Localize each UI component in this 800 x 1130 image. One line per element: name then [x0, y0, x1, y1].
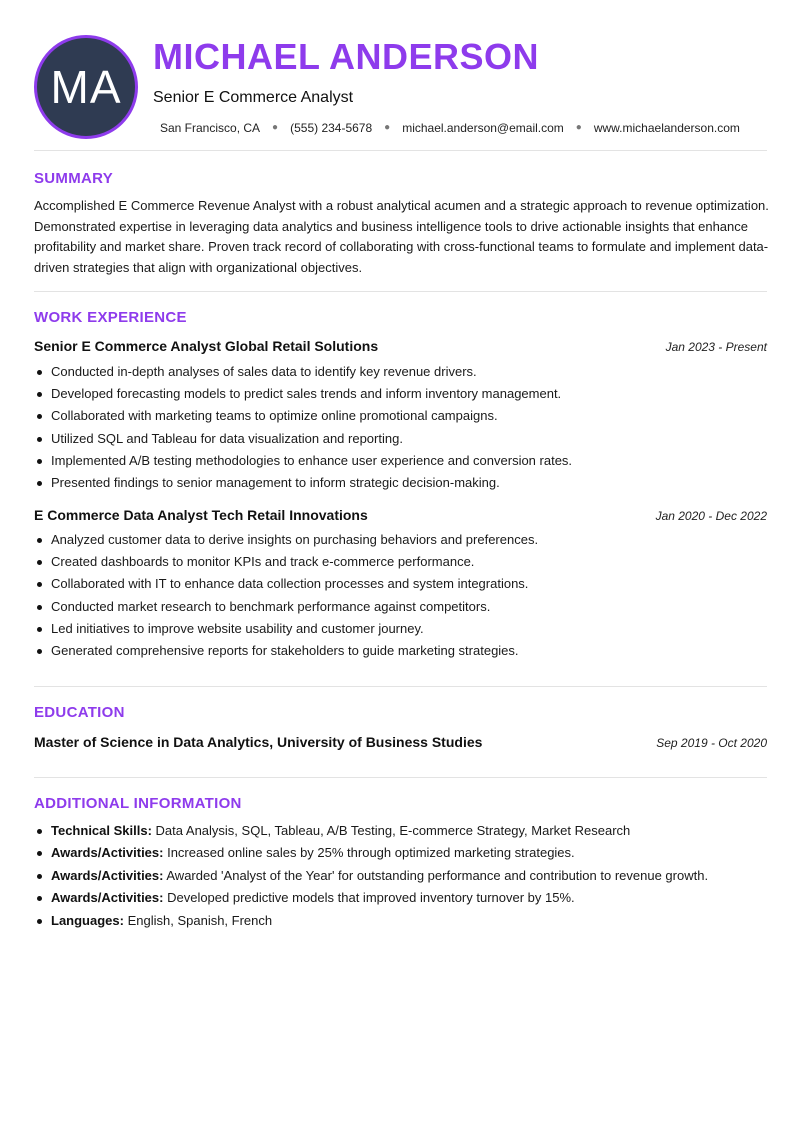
degree: Master of Science in Data Analytics, University of Business Studies — [34, 734, 483, 750]
education-dates: Sep 2019 - Oct 2020 — [656, 736, 767, 750]
item-text: Data Analysis, SQL, Tableau, A/B Testing, E-commerce Strategy, Market Research — [155, 823, 631, 838]
separator-dot-icon: ● — [272, 122, 279, 133]
list-item: Implemented A/B testing methodologies to enhance user experience and conversion rates. — [34, 452, 767, 470]
divider — [34, 686, 767, 687]
job-dates: Jan 2023 - Present — [665, 340, 767, 354]
list-item: Developed forecasting models to predict sales trends and inform inventory management. — [34, 385, 767, 403]
education-entry — [34, 733, 767, 752]
item-label: Technical Skills: — [51, 823, 152, 838]
list-item — [34, 889, 767, 907]
summary-heading: SUMMARY — [34, 170, 114, 187]
item-label: Awards/Activities: — [51, 867, 164, 883]
divider — [34, 150, 767, 151]
divider — [34, 291, 767, 292]
item-label: Languages: — [51, 912, 124, 928]
item-label: Awards/Activities: — [51, 890, 164, 906]
list-item — [34, 912, 767, 930]
job-header — [34, 506, 767, 525]
list-item: Analyzed customer data to derive insights on purchasing behaviors and preferences. — [34, 531, 767, 549]
contact-website[interactable]: www.michaelanderson.com — [593, 121, 740, 135]
separator-dot-icon: ● — [384, 122, 391, 133]
job-title: E Commerce Data Analyst Tech Retail Innovations — [34, 507, 368, 523]
list-item: Utilized SQL and Tableau for data visualization and reporting. — [34, 430, 767, 448]
summary-text: Accomplished E Commerce Revenue Analyst with a robust analytical acumen and a strategic approach to revenue optimization. Demonstrated expertise in leveraging data analytics and business intelligence tools to drive actionable insights that enhance profitability and market share. Proven track record of collaborating with cross-functional teams to formulate and implement data-driven strategies that align with organizational objectives. — [34, 198, 769, 275]
list-item: Conducted market research to benchmark performance against competitors. — [34, 598, 767, 616]
job-bullets — [34, 363, 767, 496]
candidate-name: MICHAEL ANDERSON — [153, 36, 540, 77]
item-text: English, Spanish, French — [127, 912, 273, 928]
contact-location: San Francisco, CA — [160, 121, 261, 135]
work-experience-heading: WORK EXPERIENCE — [34, 309, 187, 326]
list-item: Collaborated with IT to enhance data collection processes and system integrations. — [34, 575, 767, 593]
item-text: Awarded 'Analyst of the Year' for outstanding performance and contribution to revenue growth. — [166, 867, 709, 883]
job-dates: Jan 2020 - Dec 2022 — [655, 509, 767, 523]
job-bullets — [34, 531, 767, 664]
list-item: Led initiatives to improve website usability and customer journey. — [34, 620, 767, 638]
avatar — [34, 35, 138, 139]
contact-email[interactable]: michael.anderson@email.com — [402, 121, 564, 135]
job-title: Senior E Commerce Analyst Global Retail Solutions — [34, 338, 379, 354]
candidate-title: Senior E Commerce Analyst — [153, 89, 354, 106]
contact-phone[interactable]: (555) 234-5678 — [290, 121, 373, 135]
list-item: Collaborated with marketing teams to optimize online promotional campaigns. — [34, 407, 767, 425]
additional-info-list — [34, 822, 767, 934]
list-item — [34, 867, 767, 885]
list-item — [34, 822, 767, 840]
item-text: Developed predictive models that improved inventory turnover by 15%. — [167, 890, 575, 906]
additional-info-heading: ADDITIONAL INFORMATION — [34, 795, 242, 812]
separator-dot-icon: ● — [575, 122, 582, 133]
item-text: Increased online sales by 25% through optimized marketing strategies. — [167, 845, 575, 861]
avatar-initials: MA — [50, 61, 122, 113]
education-heading: EDUCATION — [34, 704, 125, 721]
contact-bar — [160, 120, 768, 136]
list-item — [34, 844, 767, 862]
list-item: Created dashboards to monitor KPIs and track e-commerce performance. — [34, 553, 767, 571]
item-label: Awards/Activities: — [51, 845, 164, 861]
list-item: Conducted in-depth analyses of sales data to identify key revenue drivers. — [34, 363, 767, 381]
list-item: Presented findings to senior management to inform strategic decision-making. — [34, 474, 767, 492]
job-header — [34, 337, 767, 356]
divider — [34, 777, 767, 778]
list-item: Generated comprehensive reports for stakeholders to guide marketing strategies. — [34, 642, 767, 660]
